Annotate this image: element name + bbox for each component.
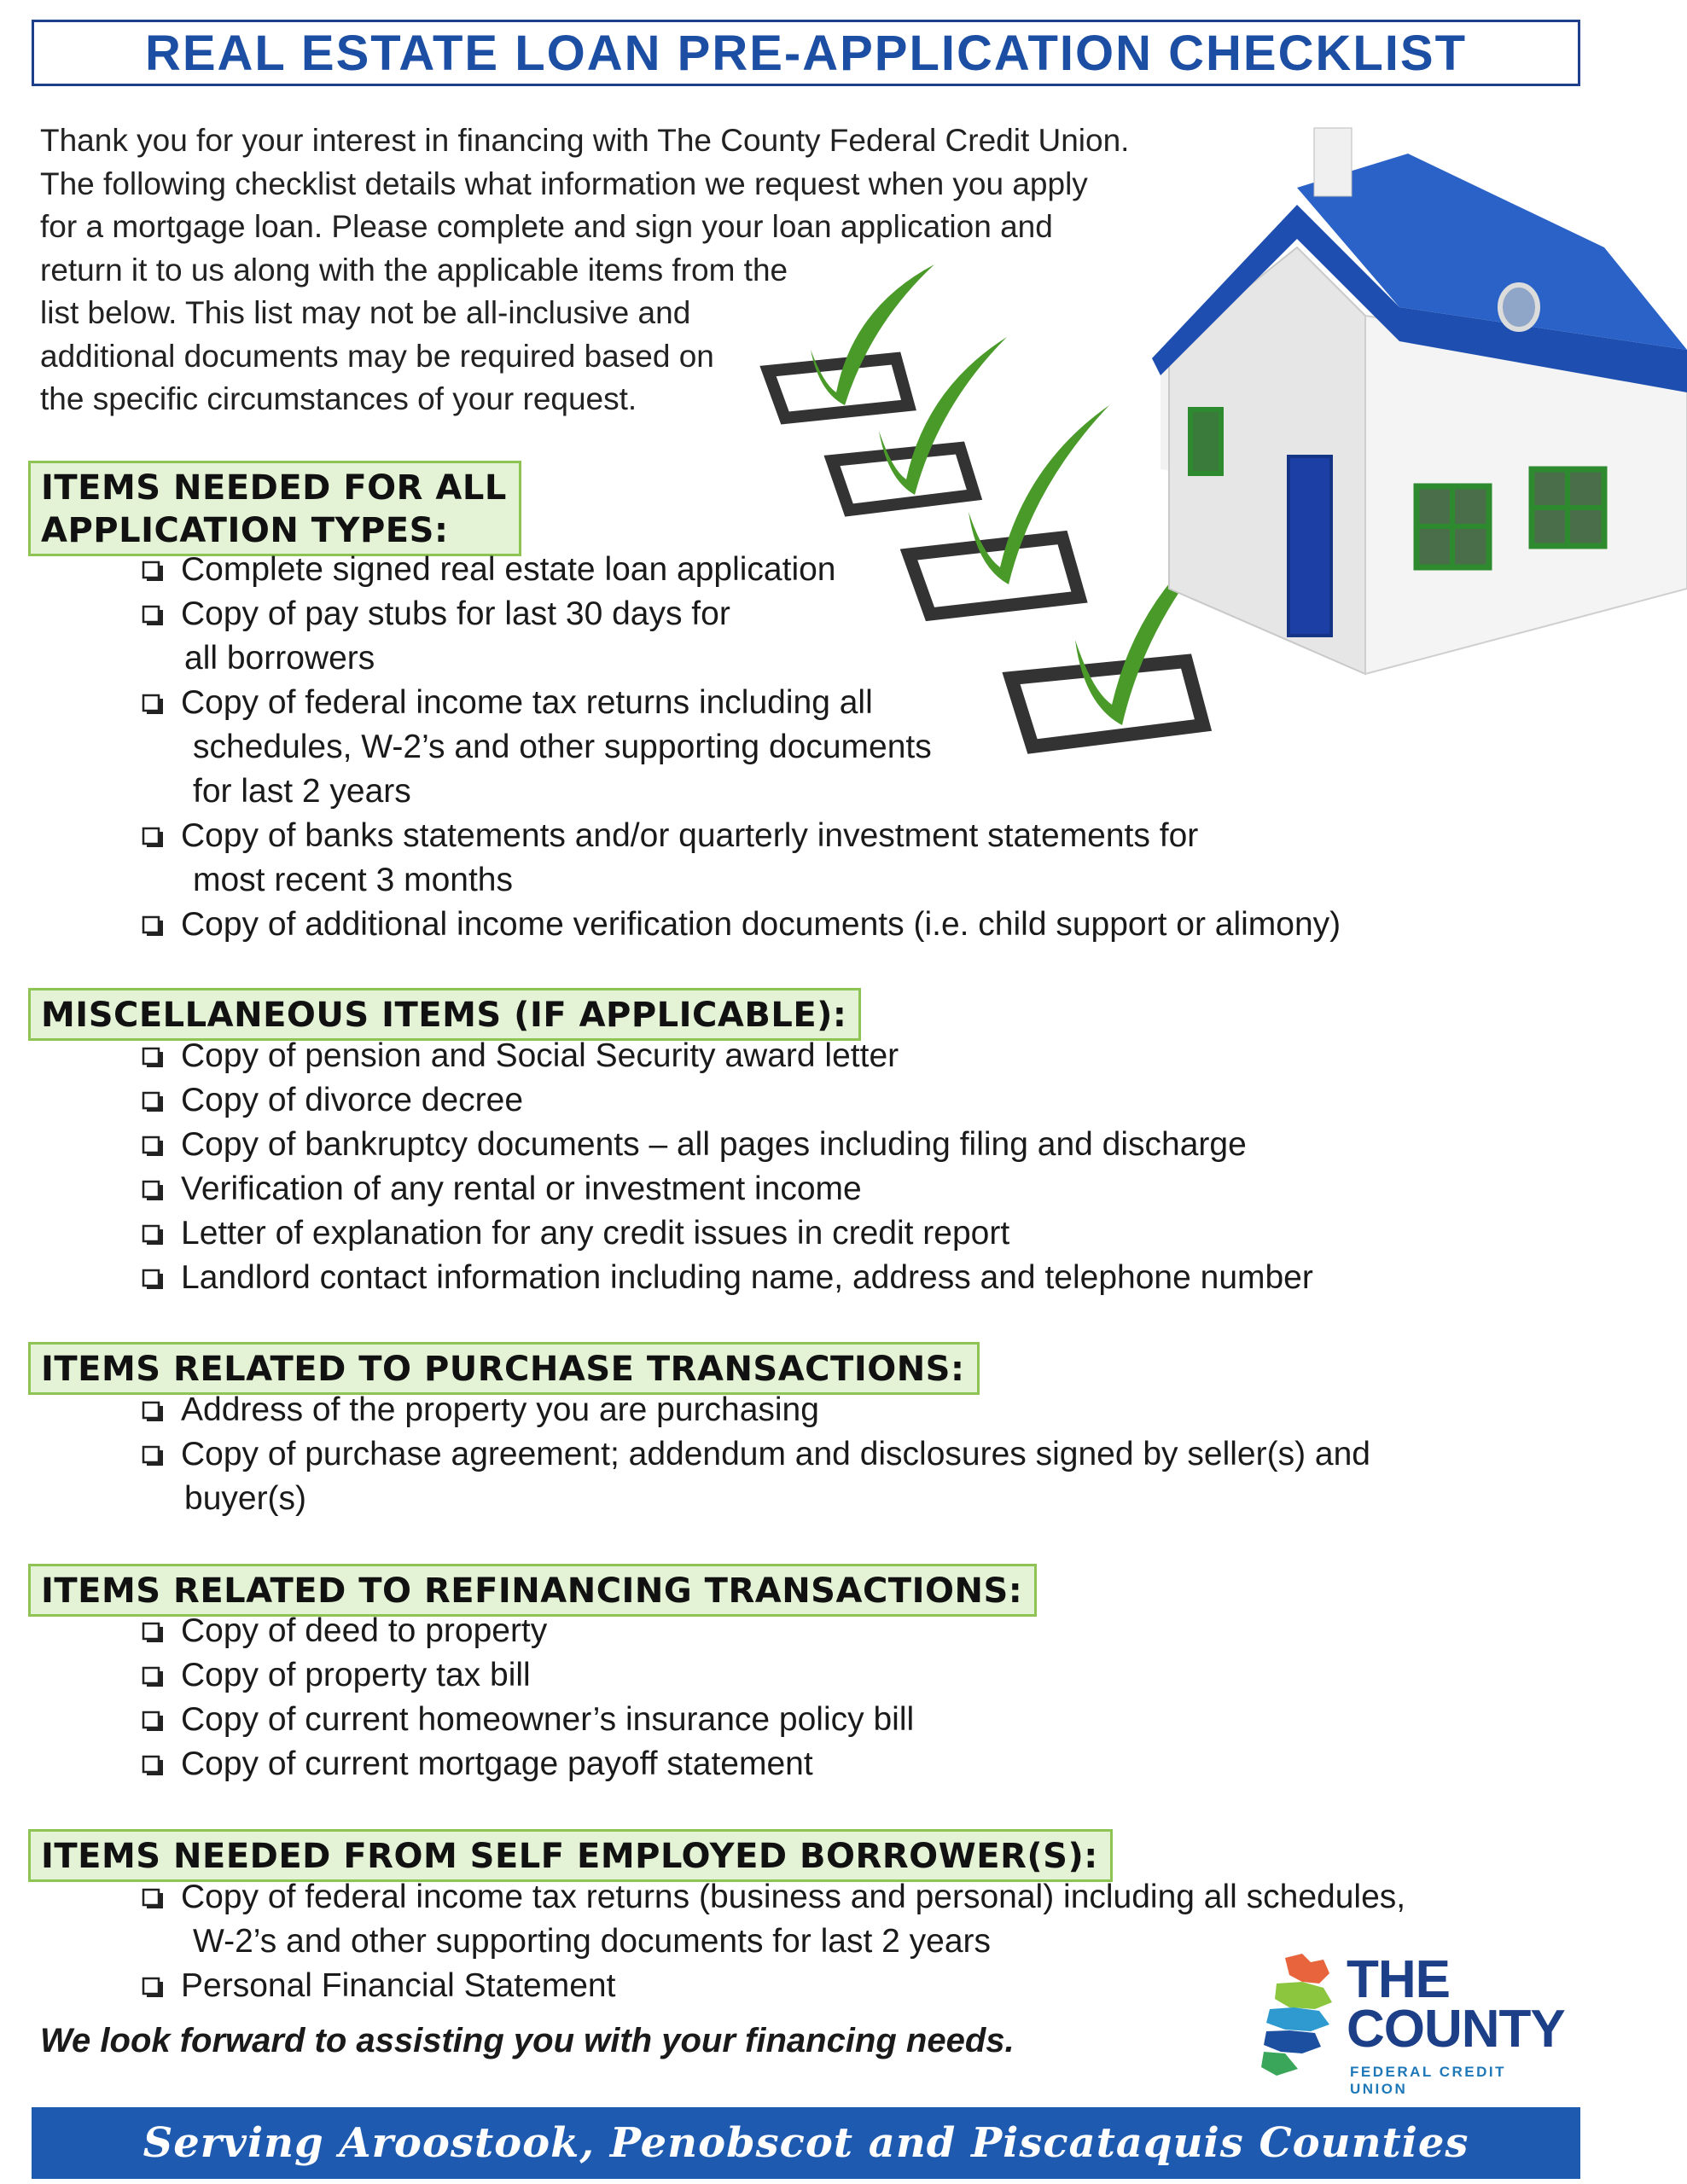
checklist-item-text: Copy of federal income tax returns (business and personal) including all schedules, (181, 1879, 1406, 1915)
checklist-item[interactable] (137, 1609, 914, 1653)
checklist-item-text: Verification of any rental or investment income (181, 1170, 862, 1207)
checklist-item-text: Letter of explanation for any credit issues in credit report (181, 1215, 1010, 1252)
section-heading-line: ITEMS RELATED TO PURCHASE TRANSACTIONS: (41, 1350, 965, 1389)
intro-line: The following checklist details what information we request when you apply (40, 166, 1088, 201)
all-applications-list (137, 548, 1341, 947)
checklist-item-text: all borrowers (184, 640, 375, 677)
maine-map-icon (1251, 1949, 1345, 2077)
logo-subtitle: FEDERAL CREDIT UNION (1350, 2064, 1506, 2097)
page-title: REAL ESTATE LOAN PRE-APPLICATION CHECKLIST (144, 25, 1468, 81)
checkbox-icon[interactable] (142, 1267, 164, 1289)
checklist-item[interactable] (137, 1034, 1313, 1078)
intro-line: the specific circumstances of your request. (40, 381, 637, 416)
checkbox-icon[interactable] (142, 1975, 164, 1997)
checklist-item[interactable] (137, 1078, 1313, 1123)
intro-line: additional documents may be required based on (40, 338, 714, 374)
logo-word-the: THE (1347, 1950, 1450, 2009)
refinancing-list (137, 1609, 914, 1786)
footer-text: Serving Aroostook, Penobscot and Piscataquis Counties (143, 2119, 1469, 2167)
checklist-item-text: Personal Financial Statement (181, 1967, 616, 2004)
checklist-item-text: Complete signed real estate loan application (181, 551, 836, 588)
checklist-item[interactable] (137, 548, 1341, 592)
checklist-item-text: buyer(s) (184, 1480, 307, 1517)
checklist-item[interactable] (137, 592, 1341, 681)
checklist-item-text: Address of the property you are purchasing (181, 1391, 819, 1428)
checkbox-icon[interactable] (142, 692, 164, 714)
footer-banner (32, 2107, 1580, 2179)
checkbox-icon[interactable] (142, 603, 164, 625)
checkbox-icon[interactable] (142, 559, 164, 581)
intro-line: for a mortgage loan. Please complete and sign your loan application and (40, 209, 1053, 244)
checklist-item-text: Copy of deed to property (181, 1612, 548, 1649)
checklist-item-text: Copy of property tax bill (181, 1657, 531, 1693)
checkbox-icon[interactable] (142, 914, 164, 936)
closing-statement: We look forward to assisting you with your financing needs. (40, 2022, 1015, 2059)
checklist-item[interactable] (137, 1256, 1313, 1300)
self-employed-list (137, 1875, 1405, 2008)
checklist-item-text: Copy of pension and Social Security award letter (181, 1037, 899, 1074)
section-heading-line: ITEMS NEEDED FOR ALL (41, 468, 507, 508)
section-heading-miscellaneous (28, 988, 861, 1041)
checkbox-icon[interactable] (142, 1753, 164, 1775)
checklist-item-text: Copy of federal income tax returns including all (181, 684, 873, 721)
checklist-item-text: Copy of divorce decree (181, 1082, 524, 1118)
checklist-item-text: for last 2 years (193, 773, 411, 810)
checklist-item[interactable] (137, 1742, 914, 1786)
section-heading-line: APPLICATION TYPES: (41, 511, 449, 550)
checkbox-icon[interactable] (142, 1709, 164, 1731)
checklist-item-text: Copy of purchase agreement; addendum and disclosures signed by seller(s) and (181, 1436, 1370, 1472)
purchase-list (137, 1388, 1370, 1521)
checkbox-icon[interactable] (142, 1664, 164, 1687)
intro-line: Thank you for your interest in financing with The County Federal Credit Union. (40, 123, 1130, 158)
checkbox-icon[interactable] (142, 1443, 164, 1466)
checklist-item-text: Copy of pay stubs for last 30 days for (181, 595, 730, 632)
section-heading-all-applications (28, 461, 521, 556)
checklist-item-text: Copy of current mortgage payoff statement (181, 1745, 813, 1782)
checklist-item-text: W-2’s and other supporting documents for last 2 years (193, 1923, 992, 1960)
checkbox-icon[interactable] (142, 1223, 164, 1245)
checklist-item-text: Copy of bankruptcy documents – all pages including filing and discharge (181, 1126, 1247, 1163)
checkbox-icon[interactable] (142, 1399, 164, 1421)
intro-line: return it to us along with the applicable items from the (40, 252, 788, 288)
miscellaneous-list (137, 1034, 1313, 1300)
checkbox-icon[interactable] (142, 1178, 164, 1200)
checkbox-icon[interactable] (142, 1620, 164, 1642)
checkbox-icon[interactable] (142, 1134, 164, 1156)
checklist-item[interactable] (137, 1388, 1370, 1432)
checkbox-icon[interactable] (142, 1045, 164, 1067)
logo-word-county: COUNTY (1347, 2000, 1565, 2059)
checklist-item[interactable] (137, 681, 1341, 814)
checklist-item-text: schedules, W-2’s and other supporting documents (193, 729, 932, 765)
intro-line: list below. This list may not be all-inclusive and (40, 295, 691, 330)
section-heading-purchase (28, 1342, 980, 1395)
checklist-item[interactable] (137, 1167, 1313, 1211)
section-heading-self-employed (28, 1829, 1113, 1882)
checklist-item[interactable] (137, 1653, 914, 1698)
section-heading-line: ITEMS RELATED TO REFINANCING TRANSACTIONS: (41, 1571, 1023, 1611)
checklist-item-text: most recent 3 months (193, 862, 513, 898)
checkbox-icon[interactable] (142, 1886, 164, 1908)
checkbox-icon[interactable] (142, 825, 164, 847)
checklist-item-text: Copy of current homeowner’s insurance policy bill (181, 1701, 915, 1738)
checklist-item[interactable] (137, 814, 1341, 903)
section-heading-line: ITEMS NEEDED FROM SELF EMPLOYED BORROWER(S): (41, 1837, 1098, 1876)
checklist-item[interactable] (137, 1875, 1405, 1964)
checklist-item[interactable] (137, 903, 1341, 947)
checkbox-icon[interactable] (142, 1089, 164, 1112)
checklist-item-text: Copy of additional income verification documents (i.e. child support or alimony) (181, 906, 1341, 943)
checklist-item[interactable] (137, 1123, 1313, 1167)
credit-union-logo (1251, 1949, 1565, 2097)
checklist-item[interactable] (137, 1211, 1313, 1256)
title-banner (32, 20, 1580, 86)
checklist-item[interactable] (137, 1964, 1405, 2008)
section-heading-line: MISCELLANEOUS ITEMS (IF APPLICABLE): (41, 996, 847, 1035)
checklist-item-text: Copy of banks statements and/or quarterly investment statements for (181, 817, 1199, 854)
checklist-item[interactable] (137, 1698, 914, 1742)
checklist-item-text: Landlord contact information including name, address and telephone number (181, 1259, 1313, 1296)
checkmark-box-icon (768, 264, 934, 418)
checklist-item[interactable] (137, 1432, 1370, 1521)
